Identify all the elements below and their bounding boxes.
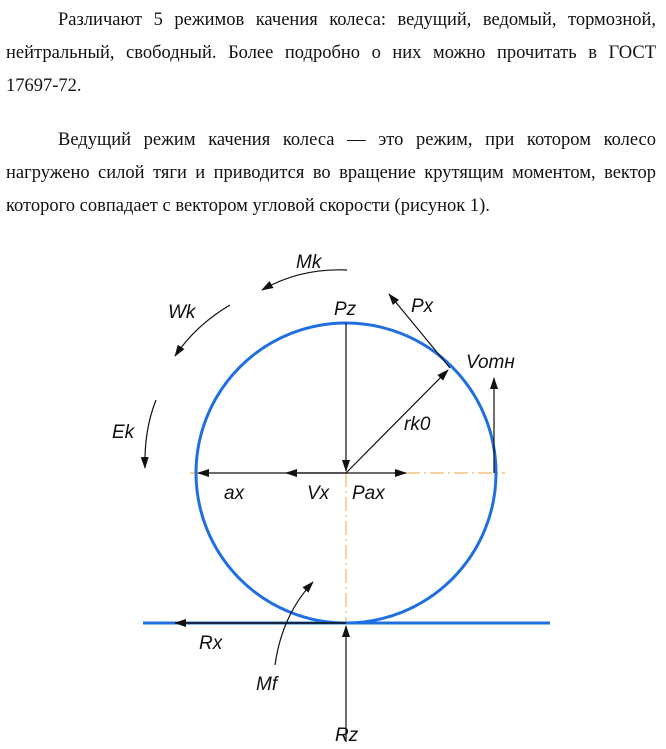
label-rz: Rz [335, 725, 359, 746]
label-vx: Vx [307, 483, 330, 504]
label-pax: Pax [352, 483, 385, 504]
label-ek: Ek [112, 422, 135, 443]
paragraph-line: нагружено силой тяги и приводится во вращение крутящим моментом, вектор [6, 163, 656, 183]
label-wk: Wk [168, 302, 196, 323]
label-pz: Pz [334, 299, 357, 320]
label-rx: Rx [199, 633, 223, 654]
label-votn: Vomн [466, 352, 515, 373]
label-rk0: rk0 [404, 414, 431, 435]
paragraph-line: нейтральный, свободный. Более подробно о них можно прочитать в ГОСТ [6, 43, 656, 63]
label-ax: ax [224, 483, 245, 504]
paragraph-line: которого совпадает с вектором угловой скорости (рисунок 1). [6, 196, 490, 216]
paragraph-line: Ведущий режим качения колеса — это режим, при котором колесо [58, 130, 656, 150]
paragraph-line: 17697-72. [6, 76, 82, 96]
rk0-arrow [346, 370, 448, 473]
label-mf: Mf [256, 674, 278, 695]
ek-arc-arrow [145, 400, 156, 468]
label-mk: Mk [296, 252, 322, 273]
paragraph-line: Различают 5 режимов качения колеса: ведущий, ведомый, тормозной, [58, 10, 656, 30]
label-px: Px [411, 296, 434, 317]
